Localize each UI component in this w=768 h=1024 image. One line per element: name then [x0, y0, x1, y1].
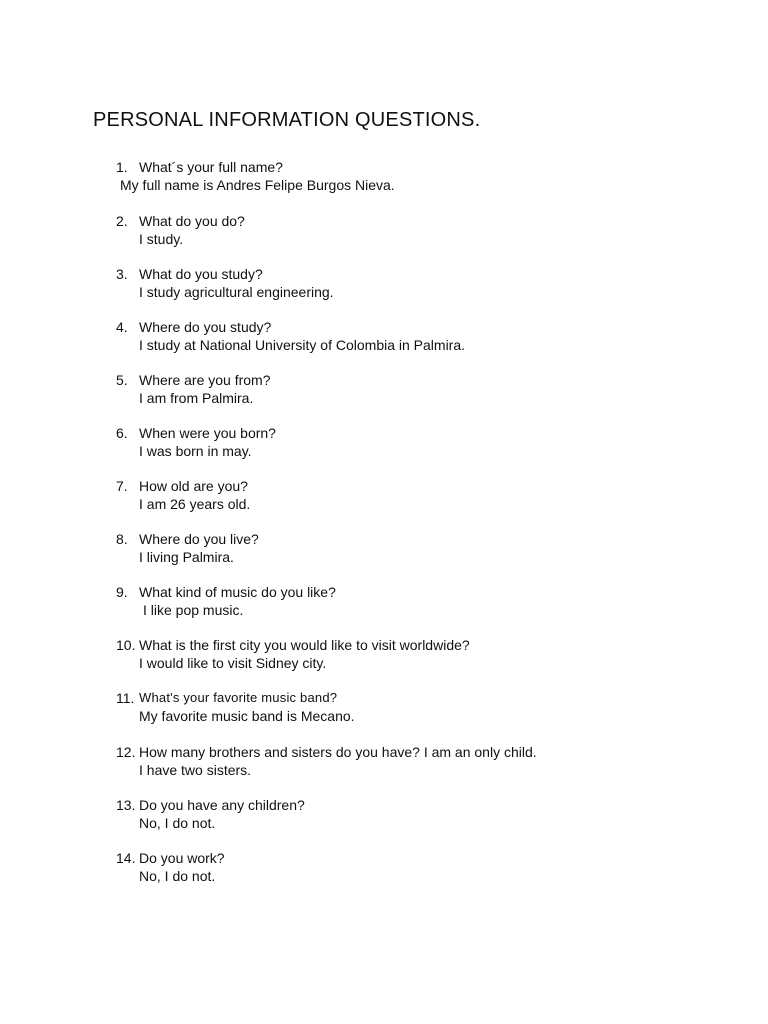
page-title: PERSONAL INFORMATION QUESTIONS. — [93, 109, 481, 131]
answer-text: No, I do not. — [139, 815, 216, 831]
question-text: Do you work? — [139, 850, 225, 866]
answer-text: I study at National University of Colombia in Palmira. — [139, 337, 466, 353]
question-text: Where do you study? — [139, 319, 272, 335]
item-number: 13. — [116, 797, 136, 813]
answer-text: I living Palmira. — [139, 549, 234, 565]
question-text: What is the first city you would like to visit worldwide? — [139, 637, 470, 653]
item-number: 10. — [116, 637, 136, 653]
question-text: Where do you live? — [139, 531, 259, 547]
question-text: How many brothers and sisters do you have? I am an only child. — [139, 744, 537, 760]
answer-text: My favorite music band is Mecano. — [139, 708, 355, 724]
item-number: 6. — [116, 425, 128, 441]
item-number: 8. — [116, 531, 128, 547]
item-number: 12. — [116, 744, 136, 760]
question-text: What kind of music do you like? — [139, 584, 336, 600]
answer-text: I study. — [139, 231, 184, 247]
item-number: 11. — [116, 690, 135, 706]
item-number: 14. — [116, 850, 136, 866]
question-text: What's your favorite music band? — [139, 690, 338, 705]
answer-text: I study agricultural engineering. — [139, 284, 334, 300]
question-text: Do you have any children? — [139, 797, 305, 813]
answer-text: My full name is Andres Felipe Burgos Nieva. — [120, 177, 395, 193]
item-number: 4. — [116, 319, 128, 335]
answer-text: I have two sisters. — [139, 762, 252, 778]
question-text: What do you study? — [139, 266, 263, 282]
answer-text: I would like to visit Sidney city. — [139, 655, 327, 671]
item-number: 7. — [116, 478, 128, 494]
question-text: What´s your full name? — [139, 159, 283, 175]
item-number: 1. — [116, 159, 128, 175]
question-text: When were you born? — [139, 425, 276, 441]
item-number: 2. — [116, 213, 128, 229]
answer-text: I am 26 years old. — [139, 496, 251, 512]
answer-text: No, I do not. — [139, 868, 216, 884]
question-text: How old are you? — [139, 478, 248, 494]
answer-text: I like pop music. — [143, 602, 244, 618]
item-number: 5. — [116, 372, 128, 388]
answer-text: I am from Palmira. — [139, 390, 254, 406]
question-text: Where are you from? — [139, 372, 271, 388]
answer-text: I was born in may. — [139, 443, 252, 459]
item-number: 3. — [116, 266, 128, 282]
item-number: 9. — [116, 584, 128, 600]
question-text: What do you do? — [139, 213, 245, 229]
